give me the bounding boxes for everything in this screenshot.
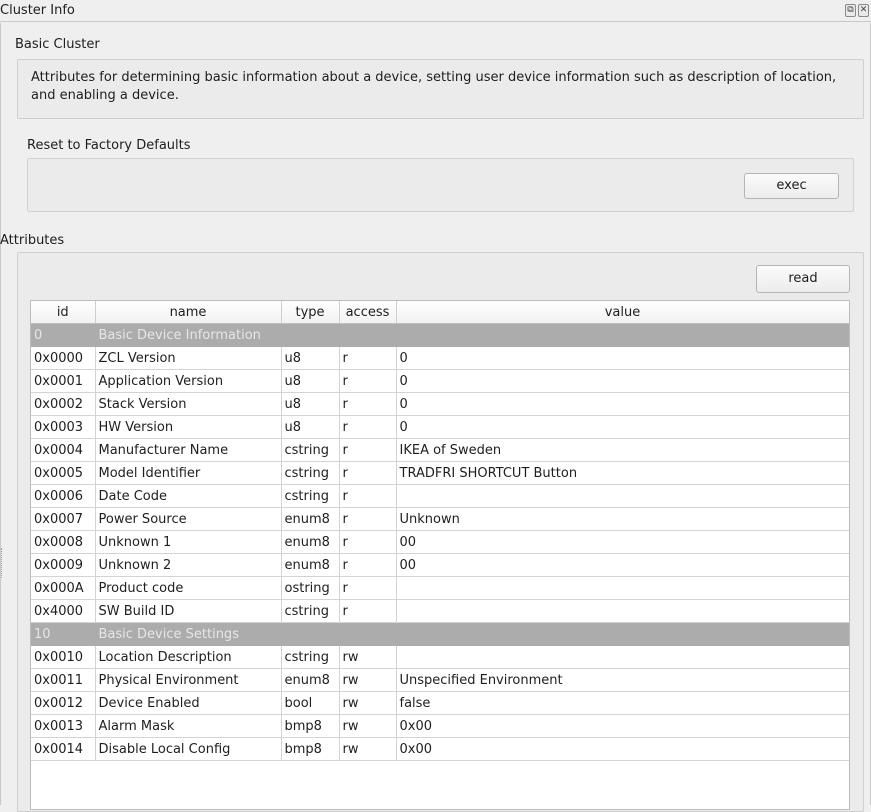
attribute-id-cell[interactable]: 0x0001	[31, 370, 95, 393]
attribute-name-cell[interactable]: Product code	[95, 577, 281, 600]
attribute-value-cell[interactable]: 0	[396, 393, 849, 416]
attribute-value-cell[interactable]: 0	[396, 347, 849, 370]
table-group-row[interactable]	[31, 623, 849, 646]
read-button[interactable]: read	[756, 265, 850, 293]
attribute-value-cell[interactable]: 00	[396, 554, 849, 577]
attribute-type-cell[interactable]: enum8	[281, 531, 339, 554]
attribute-name-cell[interactable]: Power Source	[95, 508, 281, 531]
attribute-id-cell[interactable]: 0x0013	[31, 715, 95, 738]
table-row[interactable]	[31, 508, 849, 531]
attribute-type-cell[interactable]: bmp8	[281, 715, 339, 738]
attribute-id-cell[interactable]: 0x0011	[31, 669, 95, 692]
attribute-type-cell[interactable]: cstring	[281, 600, 339, 623]
attribute-type-cell[interactable]: u8	[281, 416, 339, 439]
attribute-access-cell[interactable]: r	[339, 416, 396, 439]
attribute-value-cell[interactable]: 0x00	[396, 715, 849, 738]
attribute-access-cell[interactable]: r	[339, 485, 396, 508]
attribute-value-cell[interactable]: 0	[396, 416, 849, 439]
column-header-id[interactable]: id	[31, 301, 95, 324]
attribute-value-cell[interactable]: 00	[396, 531, 849, 554]
attribute-value-cell[interactable]: IKEA of Sweden	[396, 439, 849, 462]
attribute-access-cell[interactable]: rw	[339, 692, 396, 715]
attribute-type-cell[interactable]: enum8	[281, 669, 339, 692]
attribute-access-cell[interactable]: r	[339, 508, 396, 531]
table-row[interactable]	[31, 439, 849, 462]
attribute-name-cell[interactable]: Location Description	[95, 646, 281, 669]
group-empty-cell	[396, 324, 849, 347]
attributes-table	[31, 301, 850, 761]
attribute-type-cell[interactable]: cstring	[281, 439, 339, 462]
group-name: Basic Device Information	[95, 324, 281, 347]
window-title: Cluster Info	[0, 3, 75, 18]
attribute-value-cell[interactable]: Unspecified Environment	[396, 669, 849, 692]
table-row[interactable]	[31, 738, 849, 761]
attribute-id-cell[interactable]: 0x0003	[31, 416, 95, 439]
attribute-value-cell[interactable]	[396, 577, 849, 600]
table-row[interactable]	[31, 577, 849, 600]
attribute-name-cell[interactable]: Device Enabled	[95, 692, 281, 715]
table-row[interactable]	[31, 715, 849, 738]
attribute-value-cell[interactable]: 0	[396, 370, 849, 393]
attribute-type-cell[interactable]: enum8	[281, 508, 339, 531]
table-row[interactable]	[31, 669, 849, 692]
attribute-name-cell[interactable]: Physical Environment	[95, 669, 281, 692]
cluster-description-box	[17, 59, 864, 119]
attribute-value-cell[interactable]: false	[396, 692, 849, 715]
table-row[interactable]	[31, 416, 849, 439]
attribute-type-cell[interactable]: cstring	[281, 646, 339, 669]
cluster-description: Attributes for determining basic information about a device, setting user device information such as description of location, and enabling a device.	[31, 70, 837, 103]
attribute-type-cell[interactable]: cstring	[281, 485, 339, 508]
table-row[interactable]	[31, 370, 849, 393]
attribute-access-cell[interactable]: r	[339, 577, 396, 600]
table-row[interactable]	[31, 692, 849, 715]
attribute-value-cell[interactable]: Unknown	[396, 508, 849, 531]
table-row[interactable]	[31, 462, 849, 485]
group-empty-cell	[396, 623, 849, 646]
attribute-id-cell[interactable]: 0x0005	[31, 462, 95, 485]
table-row[interactable]	[31, 554, 849, 577]
attribute-id-cell[interactable]: 0x0006	[31, 485, 95, 508]
column-header-access[interactable]: access	[339, 301, 396, 324]
attribute-id-cell[interactable]: 0x000A	[31, 577, 95, 600]
table-header-row	[31, 301, 849, 324]
attribute-id-cell[interactable]: 0x0014	[31, 738, 95, 761]
table-row[interactable]	[31, 347, 849, 370]
resize-grip[interactable]	[1, 548, 3, 578]
column-header-value[interactable]: value	[396, 301, 849, 324]
attribute-id-cell[interactable]: 0x0007	[31, 508, 95, 531]
attribute-value-cell[interactable]	[396, 485, 849, 508]
table-group-row[interactable]	[31, 324, 849, 347]
attribute-name-cell[interactable]: Unknown 1	[95, 531, 281, 554]
attributes-table-container[interactable]	[30, 300, 850, 810]
attribute-type-cell[interactable]: u8	[281, 393, 339, 416]
group-empty-cell	[281, 324, 339, 347]
attribute-access-cell[interactable]: rw	[339, 669, 396, 692]
attribute-type-cell[interactable]: u8	[281, 347, 339, 370]
attribute-name-cell[interactable]: Date Code	[95, 485, 281, 508]
attribute-access-cell[interactable]: r	[339, 462, 396, 485]
attribute-access-cell[interactable]: r	[339, 600, 396, 623]
table-row[interactable]	[31, 600, 849, 623]
attribute-name-cell[interactable]: Alarm Mask	[95, 715, 281, 738]
attribute-id-cell[interactable]: 0x0012	[31, 692, 95, 715]
attribute-id-cell[interactable]: 0x0008	[31, 531, 95, 554]
attribute-value-cell[interactable]: 0x00	[396, 738, 849, 761]
attribute-name-cell[interactable]: Application Version	[95, 370, 281, 393]
group-name: Basic Device Settings	[95, 623, 281, 646]
attribute-name-cell[interactable]: SW Build ID	[95, 600, 281, 623]
attribute-name-cell[interactable]: Unknown 2	[95, 554, 281, 577]
cluster-heading: Basic Cluster	[15, 37, 100, 52]
attribute-type-cell[interactable]: enum8	[281, 554, 339, 577]
attribute-type-cell[interactable]: bool	[281, 692, 339, 715]
attribute-type-cell[interactable]: u8	[281, 370, 339, 393]
attribute-value-cell[interactable]	[396, 646, 849, 669]
attribute-name-cell[interactable]: Disable Local Config	[95, 738, 281, 761]
close-window-icon[interactable]: ✕	[859, 5, 868, 15]
table-row[interactable]	[31, 393, 849, 416]
table-row[interactable]	[31, 646, 849, 669]
attribute-id-cell[interactable]: 0x0002	[31, 393, 95, 416]
group-empty-cell	[339, 324, 396, 347]
attribute-access-cell[interactable]: r	[339, 439, 396, 462]
attribute-id-cell[interactable]: 0x0000	[31, 347, 95, 370]
attribute-type-cell[interactable]: cstring	[281, 462, 339, 485]
attribute-id-cell[interactable]: 0x0004	[31, 439, 95, 462]
table-row[interactable]	[31, 485, 849, 508]
attribute-name-cell[interactable]: Stack Version	[95, 393, 281, 416]
reset-heading: Reset to Factory Defaults	[27, 138, 191, 153]
attribute-value-cell[interactable]: TRADFRI SHORTCUT Button	[396, 462, 849, 485]
group-id: 10	[31, 623, 95, 646]
attribute-id-cell[interactable]: 0x4000	[31, 600, 95, 623]
attribute-access-cell[interactable]: r	[339, 347, 396, 370]
column-header-name[interactable]: name	[95, 301, 281, 324]
attribute-name-cell[interactable]: HW Version	[95, 416, 281, 439]
attribute-access-cell[interactable]: r	[339, 531, 396, 554]
attribute-id-cell[interactable]: 0x0010	[31, 646, 95, 669]
attribute-access-cell[interactable]: rw	[339, 646, 396, 669]
attribute-type-cell[interactable]: ostring	[281, 577, 339, 600]
attribute-access-cell[interactable]: r	[339, 393, 396, 416]
attribute-type-cell[interactable]: bmp8	[281, 738, 339, 761]
attribute-access-cell[interactable]: rw	[339, 738, 396, 761]
group-empty-cell	[339, 623, 396, 646]
column-header-type[interactable]: type	[281, 301, 339, 324]
attribute-access-cell[interactable]: r	[339, 554, 396, 577]
attributes-heading: Attributes	[0, 233, 65, 248]
group-empty-cell	[281, 623, 339, 646]
exec-button[interactable]: exec	[744, 173, 839, 199]
attribute-access-cell[interactable]: rw	[339, 715, 396, 738]
title-bar[interactable]	[0, 0, 871, 22]
attribute-value-cell[interactable]	[396, 600, 849, 623]
float-window-icon[interactable]: ⧉	[845, 4, 856, 17]
group-id: 0	[31, 324, 95, 347]
table-row[interactable]	[31, 531, 849, 554]
reset-group-box	[27, 158, 854, 212]
attribute-name-cell[interactable]: Model Identifier	[95, 462, 281, 485]
attribute-name-cell[interactable]: ZCL Version	[95, 347, 281, 370]
attribute-access-cell[interactable]: r	[339, 370, 396, 393]
attribute-name-cell[interactable]: Manufacturer Name	[95, 439, 281, 462]
attribute-id-cell[interactable]: 0x0009	[31, 554, 95, 577]
